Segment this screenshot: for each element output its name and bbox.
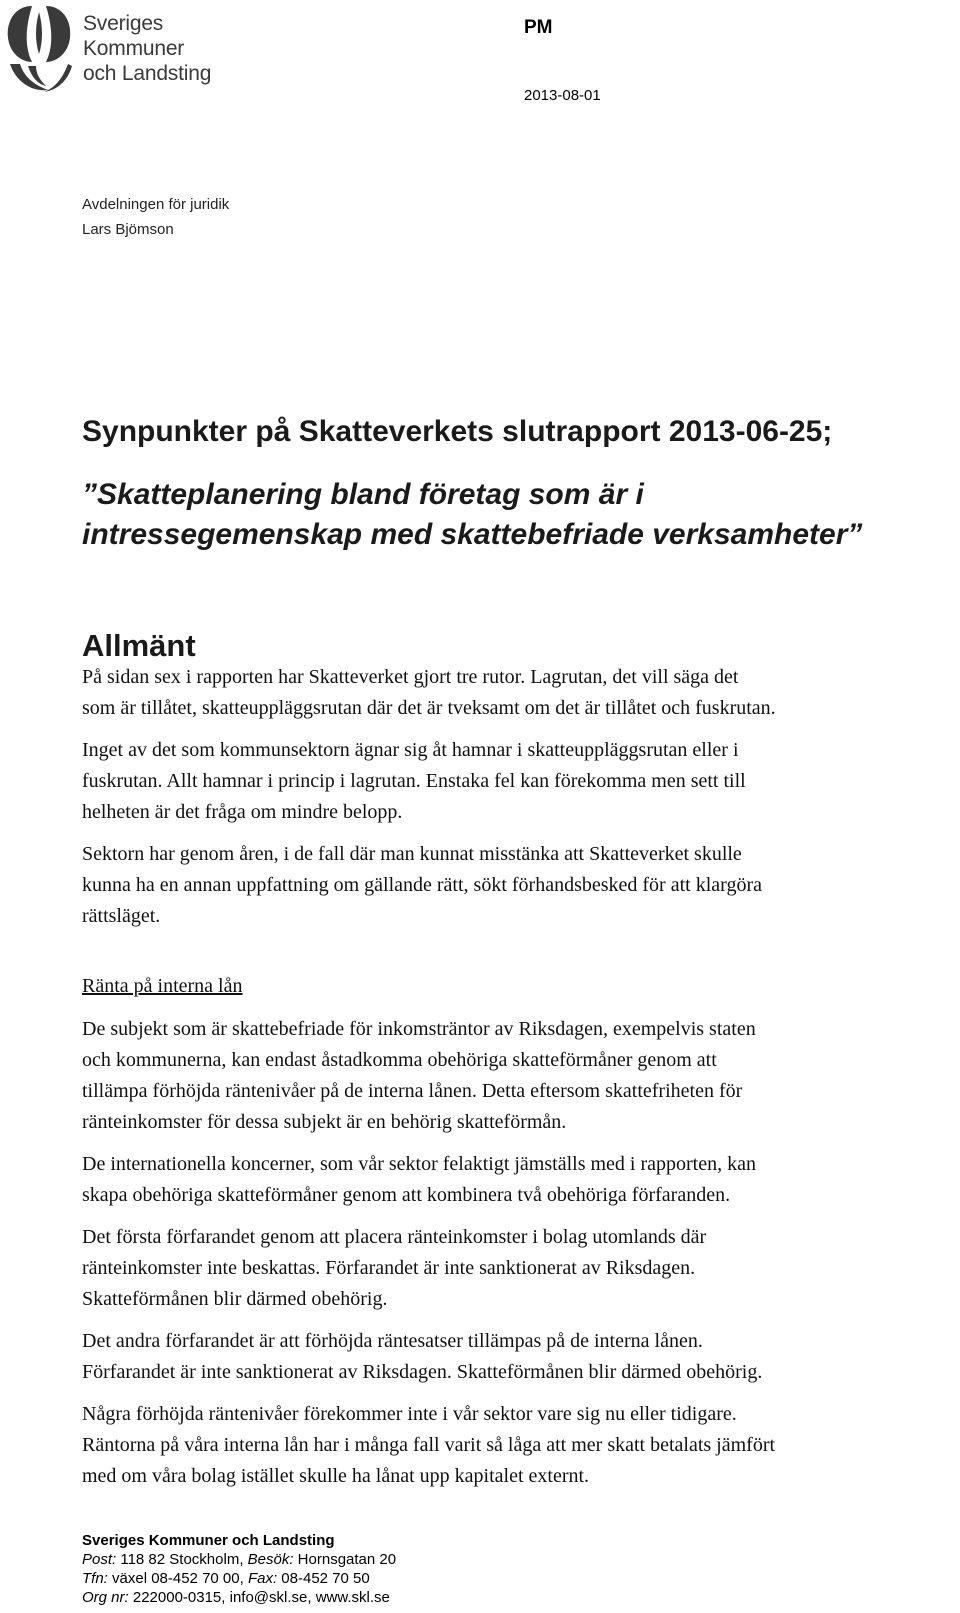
document-date: 2013-08-01 <box>524 87 601 104</box>
footer-visit-value: Hornsgatan 20 <box>293 1551 397 1568</box>
document-type: PM <box>524 17 553 38</box>
document-subtitle-line-2: intressegemenskap med skattebefriade verksamheter” <box>82 518 863 551</box>
footer-post-label: Post: <box>82 1551 117 1568</box>
footer-phone <box>82 1570 370 1587</box>
footer-phone-label: Tfn: <box>82 1570 108 1587</box>
footer-orgnr-value: 222000-0315, info@skl.se, www.skl.se <box>128 1589 390 1606</box>
logo-text-line-1: Sveriges <box>83 12 164 35</box>
body-text-line: Inget av det som kommunsektorn ägnar sig åt hamnar i skatteuppläggsrutan eller i <box>82 739 739 761</box>
body-text-line: skapa obehöriga skatteförmåner genom att kombinera två obehöriga förfaranden. <box>82 1184 731 1206</box>
section-heading: Allmänt <box>82 628 196 663</box>
document-subtitle-line-1: ”Skatteplanering bland företag som är i <box>82 478 644 511</box>
subsection-heading: Ränta på interna lån <box>82 975 243 997</box>
footer-address <box>82 1551 396 1568</box>
body-text-line: tillämpa förhöjda räntenivåer på de interna lånen. Detta eftersom skattefriheten för <box>82 1080 743 1102</box>
body-text-line: ränteinkomster inte beskattas. Förfarandet är inte sanktionerat av Riksdagen. <box>82 1257 696 1279</box>
body-text-line: Förfarandet är inte sanktionerat av Riksdagen. Skatteförmånen blir därmed obehörig. <box>82 1361 763 1383</box>
skl-logo <box>0 0 240 100</box>
body-text-line: med om våra bolag istället skulle ha lånat upp kapitalet externt. <box>82 1465 590 1487</box>
body-text-line: kunna ha en annan uppfattning om gällande rätt, sökt förhandsbesked för att klargöra <box>82 874 762 896</box>
document-title: Synpunkter på Skatteverkets slutrapport 2013-06-25; <box>82 415 833 448</box>
body-text-line: Det första förfarandet genom att placera ränteinkomster i bolag utomlands där <box>82 1226 707 1248</box>
footer-orgnr-label: Org nr: <box>82 1589 129 1606</box>
sender-author: Lars Bjömson <box>82 221 174 238</box>
sender-department: Avdelningen för juridik <box>82 196 230 213</box>
logo-text-line-2: Kommuner <box>83 37 185 60</box>
body-text-line: På sidan sex i rapporten har Skatteverket gjort tre rutor. Lagrutan, det vill säga det <box>82 666 739 688</box>
body-text-line: Sektorn har genom åren, i de fall där man kunnat misstänka att Skatteverket skulle <box>82 843 742 865</box>
footer-phone-value: växel 08-452 70 00, <box>107 1570 248 1587</box>
footer-organization: Sveriges Kommuner och Landsting <box>82 1532 335 1549</box>
footer-org-number <box>82 1589 390 1606</box>
logo-text-line-3: och Landsting <box>83 62 212 85</box>
body-text-line: helheten är det fråga om mindre belopp. <box>82 801 403 823</box>
skl-emblem-icon <box>2 2 76 94</box>
body-text-line: Det andra förfarandet är att förhöjda räntesatser tillämpas på de interna lånen. <box>82 1330 703 1352</box>
body-text-line: Skatteförmånen blir därmed obehörig. <box>82 1288 388 1310</box>
body-text-line: De subjekt som är skattebefriade för inkomsträntor av Riksdagen, exempelvis staten <box>82 1018 756 1040</box>
body-text-line: rättsläget. <box>82 905 161 927</box>
body-text-line: Några förhöjda räntenivåer förekommer inte i vår sektor vare sig nu eller tidigare. <box>82 1403 737 1425</box>
footer-fax-label: Fax: <box>247 1570 278 1587</box>
footer-fax-value: 08-452 70 50 <box>277 1570 370 1587</box>
body-text-line: och kommunerna, kan endast åstadkomma obehöriga skatteförmåner genom att <box>82 1049 717 1071</box>
body-text-line: ränteinkomster för dessa subjekt är en behörig skatteförmån. <box>82 1111 567 1133</box>
body-text-line: fuskrutan. Allt hamnar i princip i lagrutan. Enstaka fel kan förekomma men sett till <box>82 770 746 792</box>
body-text-line: som är tillåtet, skatteuppläggsrutan där det är tveksamt om det är tillåtet och fuskrutan. <box>82 697 776 719</box>
body-text-line: Räntorna på våra interna lån har i många fall varit så låga att mer skatt betalats jämfört <box>82 1434 776 1456</box>
footer-post-value: 118 82 Stockholm, <box>116 1551 248 1568</box>
footer-visit-label: Besök: <box>247 1551 294 1568</box>
body-text-line: De internationella koncerner, som vår sektor felaktigt jämställs med i rapporten, kan <box>82 1153 756 1175</box>
